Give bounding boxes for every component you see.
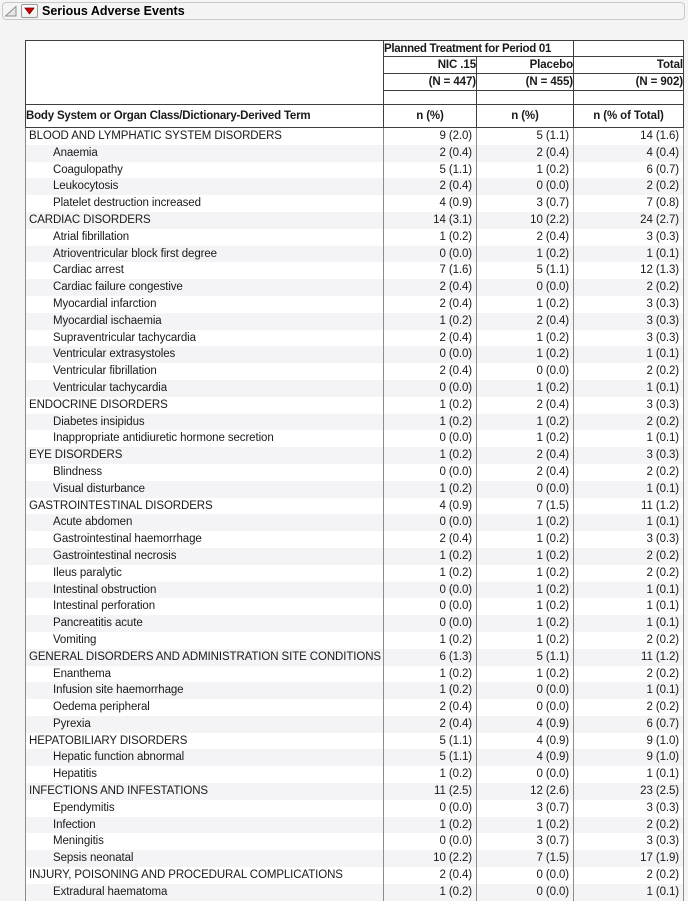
table-row (26, 548, 684, 565)
total-value-cell: 2 (0.2) (574, 414, 684, 431)
term-cell: Inappropriate antidiuretic hormone secretion (26, 430, 384, 447)
nic-value-cell: 1 (0.2) (384, 548, 477, 565)
placebo-value-cell: 1 (0.2) (477, 548, 574, 565)
total-value-cell: 1 (0.1) (574, 514, 684, 531)
table-row (26, 817, 684, 834)
term-cell: EYE DISORDERS (26, 447, 384, 464)
nic-value-cell: 2 (0.4) (384, 699, 477, 716)
table-row (26, 716, 684, 733)
total-value-cell: 2 (0.2) (574, 632, 684, 649)
placebo-value-cell: 10 (2.2) (477, 212, 574, 229)
nic-value-cell: 7 (1.6) (384, 262, 477, 279)
total-value-cell: 23 (2.5) (574, 783, 684, 800)
red-triangle-icon (24, 7, 35, 15)
term-cell: BLOOD AND LYMPHATIC SYSTEM DISORDERS (26, 128, 384, 145)
term-cell: GASTROINTESTINAL DISORDERS (26, 498, 384, 515)
n-count-nic: (N = 447) (384, 74, 477, 91)
total-value-cell: 3 (0.3) (574, 800, 684, 817)
term-cell: Hepatic function abnormal (26, 749, 384, 766)
total-value-cell: 9 (1.0) (574, 749, 684, 766)
placebo-value-cell: 1 (0.2) (477, 531, 574, 548)
adverse-events-table (25, 40, 684, 901)
term-cell: Cardiac arrest (26, 262, 384, 279)
table-row (26, 262, 684, 279)
nic-value-cell: 2 (0.4) (384, 716, 477, 733)
nic-value-cell: 1 (0.2) (384, 632, 477, 649)
nic-value-cell: 10 (2.2) (384, 850, 477, 867)
total-value-cell: 2 (0.2) (574, 666, 684, 683)
placebo-value-cell: 1 (0.2) (477, 565, 574, 582)
term-cell: Blindness (26, 464, 384, 481)
nic-value-cell: 2 (0.4) (384, 296, 477, 313)
nic-value-cell: 5 (1.1) (384, 733, 477, 750)
total-value-cell: 1 (0.1) (574, 598, 684, 615)
nic-value-cell: 4 (0.9) (384, 498, 477, 515)
spacer-cell (26, 91, 384, 105)
placebo-value-cell: 2 (0.4) (477, 397, 574, 414)
table-header (26, 41, 684, 128)
term-cell: Pyrexia (26, 716, 384, 733)
column-header-placebo: Placebo (477, 57, 574, 74)
term-cell: Myocardial ischaemia (26, 313, 384, 330)
table-row (26, 464, 684, 481)
table-row (26, 279, 684, 296)
term-cell: Meningitis (26, 833, 384, 850)
table-row (26, 346, 684, 363)
term-cell: Gastrointestinal necrosis (26, 548, 384, 565)
total-value-cell: 2 (0.2) (574, 565, 684, 582)
placebo-value-cell: 0 (0.0) (477, 867, 574, 884)
total-value-cell: 24 (2.7) (574, 212, 684, 229)
table-row (26, 330, 684, 347)
spacer-cell (384, 91, 477, 105)
table-row (26, 598, 684, 615)
treatment-spanner: Planned Treatment for Period 01 (384, 41, 574, 57)
total-value-cell: 2 (0.2) (574, 363, 684, 380)
placebo-value-cell: 1 (0.2) (477, 380, 574, 397)
placebo-value-cell: 4 (0.9) (477, 716, 574, 733)
nic-value-cell: 2 (0.4) (384, 531, 477, 548)
total-value-cell: 17 (1.9) (574, 850, 684, 867)
placebo-value-cell: 0 (0.0) (477, 178, 574, 195)
table-row (26, 481, 684, 498)
total-value-cell: 3 (0.3) (574, 330, 684, 347)
term-cell: Myocardial infarction (26, 296, 384, 313)
nic-value-cell: 0 (0.0) (384, 430, 477, 447)
table-row (26, 246, 684, 263)
placebo-value-cell: 5 (1.1) (477, 262, 574, 279)
placebo-value-cell: 0 (0.0) (477, 363, 574, 380)
table-row (26, 666, 684, 683)
placebo-value-cell: 1 (0.2) (477, 296, 574, 313)
total-value-cell: 11 (1.2) (574, 649, 684, 666)
placebo-value-cell: 1 (0.2) (477, 246, 574, 263)
table-row (26, 733, 684, 750)
table-row (26, 884, 684, 901)
term-cell: INJURY, POISONING AND PROCEDURAL COMPLICATIONS (26, 867, 384, 884)
table-row (26, 867, 684, 884)
nic-value-cell: 1 (0.2) (384, 666, 477, 683)
table-row (26, 615, 684, 632)
column-header-nic: NIC .15 (384, 57, 477, 74)
total-value-cell: 1 (0.1) (574, 430, 684, 447)
placebo-value-cell: 4 (0.9) (477, 733, 574, 750)
stat-header-placebo: n (%) (477, 105, 574, 128)
nic-value-cell: 14 (3.1) (384, 212, 477, 229)
term-cell: Diabetes insipidus (26, 414, 384, 431)
placebo-value-cell: 7 (1.5) (477, 850, 574, 867)
term-cell: ENDOCRINE DISORDERS (26, 397, 384, 414)
nic-value-cell: 9 (2.0) (384, 128, 477, 145)
table-row (26, 582, 684, 599)
term-cell: Hepatitis (26, 766, 384, 783)
total-value-cell: 1 (0.1) (574, 346, 684, 363)
total-value-cell: 9 (1.0) (574, 733, 684, 750)
total-value-cell: 12 (1.3) (574, 262, 684, 279)
total-value-cell: 1 (0.1) (574, 884, 684, 901)
nic-value-cell: 1 (0.2) (384, 481, 477, 498)
header-blank-cell (26, 74, 384, 91)
nic-value-cell: 2 (0.4) (384, 867, 477, 884)
term-cell: Enanthema (26, 666, 384, 683)
nic-value-cell: 2 (0.4) (384, 178, 477, 195)
table-row (26, 682, 684, 699)
term-cell: Atrioventricular block first degree (26, 246, 384, 263)
total-value-cell: 6 (0.7) (574, 716, 684, 733)
term-cell: Sepsis neonatal (26, 850, 384, 867)
term-cell: Cardiac failure congestive (26, 279, 384, 296)
nic-value-cell: 1 (0.2) (384, 229, 477, 246)
table-row (26, 363, 684, 380)
nic-value-cell: 0 (0.0) (384, 598, 477, 615)
total-value-cell: 3 (0.3) (574, 397, 684, 414)
nic-value-cell: 2 (0.4) (384, 279, 477, 296)
nic-value-cell: 1 (0.2) (384, 447, 477, 464)
table-body (26, 128, 684, 901)
table-row (26, 229, 684, 246)
total-value-cell: 14 (1.6) (574, 128, 684, 145)
stat-header-total: n (% of Total) (574, 105, 684, 128)
placebo-value-cell: 1 (0.2) (477, 817, 574, 834)
nic-value-cell: 2 (0.4) (384, 330, 477, 347)
nic-value-cell: 4 (0.9) (384, 195, 477, 212)
spacer-cell (574, 91, 684, 105)
nic-value-cell: 1 (0.2) (384, 884, 477, 901)
nic-value-cell: 2 (0.4) (384, 145, 477, 162)
nic-value-cell: 0 (0.0) (384, 380, 477, 397)
term-cell: Leukocytosis (26, 178, 384, 195)
table-row (26, 783, 684, 800)
nic-value-cell: 0 (0.0) (384, 514, 477, 531)
table-row (26, 397, 684, 414)
term-cell: Ileus paralytic (26, 565, 384, 582)
term-cell: Intestinal perforation (26, 598, 384, 615)
term-cell: Intestinal obstruction (26, 582, 384, 599)
nic-value-cell: 0 (0.0) (384, 582, 477, 599)
total-value-cell: 3 (0.3) (574, 833, 684, 850)
nic-value-cell: 1 (0.2) (384, 682, 477, 699)
placebo-value-cell: 1 (0.2) (477, 598, 574, 615)
placebo-value-cell: 1 (0.2) (477, 632, 574, 649)
placebo-value-cell: 4 (0.9) (477, 749, 574, 766)
total-value-cell: 1 (0.1) (574, 682, 684, 699)
placebo-value-cell: 1 (0.2) (477, 346, 574, 363)
term-cell: Pancreatitis acute (26, 615, 384, 632)
placebo-value-cell: 1 (0.2) (477, 414, 574, 431)
placebo-value-cell: 2 (0.4) (477, 464, 574, 481)
table-row (26, 380, 684, 397)
table-row (26, 850, 684, 867)
total-value-cell: 2 (0.2) (574, 279, 684, 296)
term-cell: CARDIAC DISORDERS (26, 212, 384, 229)
term-cell: Acute abdomen (26, 514, 384, 531)
row-header-label: Body System or Organ Class/Dictionary-Derived Term (26, 105, 384, 128)
table-row (26, 296, 684, 313)
n-count-total: (N = 902) (574, 74, 684, 91)
total-value-cell: 7 (0.8) (574, 195, 684, 212)
term-cell: Extradural haematoma (26, 884, 384, 901)
total-value-cell: 2 (0.2) (574, 178, 684, 195)
placebo-value-cell: 1 (0.2) (477, 615, 574, 632)
total-value-cell: 1 (0.1) (574, 246, 684, 263)
nic-value-cell: 5 (1.1) (384, 749, 477, 766)
table-row (26, 632, 684, 649)
placebo-value-cell: 1 (0.2) (477, 162, 574, 179)
table-row (26, 447, 684, 464)
nic-value-cell: 2 (0.4) (384, 363, 477, 380)
placebo-value-cell: 2 (0.4) (477, 145, 574, 162)
term-cell: INFECTIONS AND INFESTATIONS (26, 783, 384, 800)
nic-value-cell: 1 (0.2) (384, 313, 477, 330)
table-row (26, 414, 684, 431)
term-cell: Ventricular tachycardia (26, 380, 384, 397)
placebo-value-cell: 0 (0.0) (477, 682, 574, 699)
term-cell: Supraventricular tachycardia (26, 330, 384, 347)
table-row (26, 649, 684, 666)
nic-value-cell: 1 (0.2) (384, 817, 477, 834)
placebo-value-cell: 0 (0.0) (477, 279, 574, 296)
table-row (26, 128, 684, 145)
table-row (26, 833, 684, 850)
placebo-value-cell: 1 (0.2) (477, 430, 574, 447)
term-cell: Infection (26, 817, 384, 834)
nic-value-cell: 1 (0.2) (384, 414, 477, 431)
placebo-value-cell: 2 (0.4) (477, 447, 574, 464)
total-value-cell: 4 (0.4) (574, 145, 684, 162)
total-value-cell: 2 (0.2) (574, 867, 684, 884)
placebo-value-cell: 1 (0.2) (477, 330, 574, 347)
placebo-value-cell: 3 (0.7) (477, 800, 574, 817)
total-value-cell: 11 (1.2) (574, 498, 684, 515)
n-count-placebo: (N = 455) (477, 74, 574, 91)
total-value-cell: 1 (0.1) (574, 481, 684, 498)
term-cell: HEPATOBILIARY DISORDERS (26, 733, 384, 750)
total-value-cell: 3 (0.3) (574, 447, 684, 464)
total-value-cell: 3 (0.3) (574, 313, 684, 330)
header-blank-cell (574, 41, 684, 57)
nic-value-cell: 0 (0.0) (384, 464, 477, 481)
placebo-value-cell: 0 (0.0) (477, 884, 574, 901)
table-row (26, 162, 684, 179)
term-cell: GENERAL DISORDERS AND ADMINISTRATION SITE CONDITIONS (26, 649, 384, 666)
red-triangle-menu-button[interactable] (21, 4, 38, 18)
total-value-cell: 2 (0.2) (574, 548, 684, 565)
placebo-value-cell: 0 (0.0) (477, 766, 574, 783)
total-value-cell: 2 (0.2) (574, 464, 684, 481)
nic-value-cell: 6 (1.3) (384, 649, 477, 666)
column-header-total: Total (574, 57, 684, 74)
nic-value-cell: 1 (0.2) (384, 565, 477, 582)
placebo-value-cell: 5 (1.1) (477, 649, 574, 666)
term-cell: Coagulopathy (26, 162, 384, 179)
report-title: Serious Adverse Events (42, 4, 185, 18)
total-value-cell: 2 (0.2) (574, 699, 684, 716)
nic-value-cell: 1 (0.2) (384, 397, 477, 414)
total-value-cell: 6 (0.7) (574, 162, 684, 179)
term-cell: Ventricular fibrillation (26, 363, 384, 380)
placebo-value-cell: 7 (1.5) (477, 498, 574, 515)
placebo-value-cell: 3 (0.7) (477, 833, 574, 850)
table-row (26, 212, 684, 229)
table-row (26, 178, 684, 195)
term-cell: Gastrointestinal haemorrhage (26, 531, 384, 548)
table-row (26, 531, 684, 548)
placebo-value-cell: 12 (2.6) (477, 783, 574, 800)
placebo-value-cell: 5 (1.1) (477, 128, 574, 145)
placebo-value-cell: 1 (0.2) (477, 514, 574, 531)
table-row (26, 800, 684, 817)
term-cell: Ventricular extrasystoles (26, 346, 384, 363)
total-value-cell: 3 (0.3) (574, 296, 684, 313)
term-cell: Visual disturbance (26, 481, 384, 498)
table-row (26, 514, 684, 531)
nic-value-cell: 0 (0.0) (384, 800, 477, 817)
nic-value-cell: 5 (1.1) (384, 162, 477, 179)
total-value-cell: 3 (0.3) (574, 531, 684, 548)
total-value-cell: 3 (0.3) (574, 229, 684, 246)
spacer-cell (477, 91, 574, 105)
placebo-value-cell: 3 (0.7) (477, 195, 574, 212)
stat-header-nic: n (%) (384, 105, 477, 128)
header-blank-cell (26, 57, 384, 74)
term-cell: Oedema peripheral (26, 699, 384, 716)
table-row (26, 699, 684, 716)
term-cell: Vomiting (26, 632, 384, 649)
nic-value-cell: 0 (0.0) (384, 615, 477, 632)
total-value-cell: 2 (0.2) (574, 817, 684, 834)
term-cell: Atrial fibrillation (26, 229, 384, 246)
term-cell: Anaemia (26, 145, 384, 162)
placebo-value-cell: 1 (0.2) (477, 582, 574, 599)
placebo-value-cell: 0 (0.0) (477, 699, 574, 716)
table-row (26, 195, 684, 212)
nic-value-cell: 0 (0.0) (384, 346, 477, 363)
table-row (26, 749, 684, 766)
table-row (26, 565, 684, 582)
table-row (26, 766, 684, 783)
term-cell: Ependymitis (26, 800, 384, 817)
nic-value-cell: 0 (0.0) (384, 246, 477, 263)
total-value-cell: 1 (0.1) (574, 380, 684, 397)
nic-value-cell: 0 (0.0) (384, 833, 477, 850)
table-row (26, 430, 684, 447)
table-row (26, 145, 684, 162)
table-row (26, 313, 684, 330)
term-cell: Platelet destruction increased (26, 195, 384, 212)
term-cell: Infusion site haemorrhage (26, 682, 384, 699)
placebo-value-cell: 2 (0.4) (477, 313, 574, 330)
total-value-cell: 1 (0.1) (574, 615, 684, 632)
disclosure-open-icon[interactable] (4, 4, 18, 18)
total-value-cell: 1 (0.1) (574, 582, 684, 599)
nic-value-cell: 1 (0.2) (384, 766, 477, 783)
header-blank-cell (26, 41, 384, 57)
placebo-value-cell: 1 (0.2) (477, 666, 574, 683)
nic-value-cell: 11 (2.5) (384, 783, 477, 800)
placebo-value-cell: 2 (0.4) (477, 229, 574, 246)
table-row (26, 498, 684, 515)
placebo-value-cell: 0 (0.0) (477, 481, 574, 498)
outline-title-bar (2, 2, 685, 20)
total-value-cell: 1 (0.1) (574, 766, 684, 783)
